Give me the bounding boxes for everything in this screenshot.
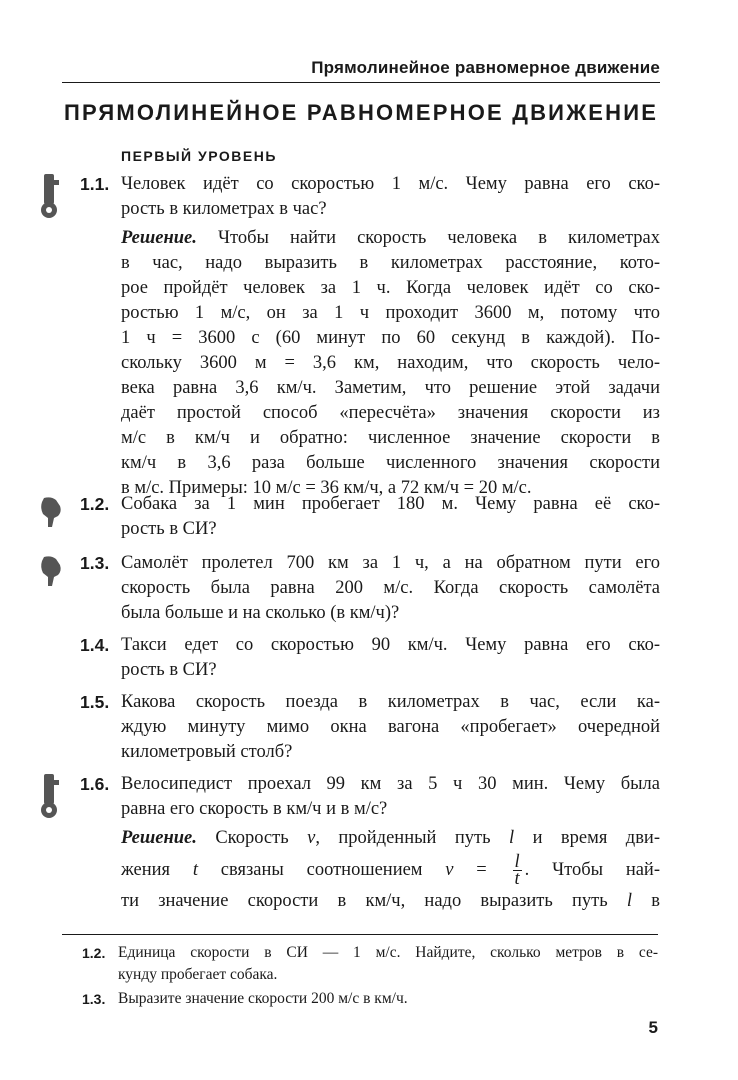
text-line: скорость была равна 200 м/с. Когда скорость самолёта xyxy=(121,578,660,598)
text-line: века равна 3,6 км/ч. Заметим, что решение этой задачи xyxy=(121,378,660,398)
level-title: ПЕРВЫЙ УРОВЕНЬ xyxy=(121,148,277,164)
footnote-text xyxy=(118,988,658,1010)
text-line: ростью 1 м/с, он за 1 ч проходит 3600 м, потому что xyxy=(121,303,660,323)
problem-number: 1.5. xyxy=(80,692,110,712)
solution-label: Решение. xyxy=(121,228,197,248)
text-run: и время дви- xyxy=(514,828,660,848)
fraction-numerator: l xyxy=(514,852,520,873)
text-line: даёт простой способ «пересчёта» значения скорости из xyxy=(121,403,660,423)
footnote-text xyxy=(118,942,658,986)
solution-text xyxy=(121,826,660,914)
text-line: Какова скорость поезда в километрах в час, если ка- xyxy=(121,692,660,712)
solution-text xyxy=(121,226,660,501)
formula-equals: = xyxy=(453,860,510,880)
text-run: ти значение скорости в км/ч, надо выразить путь xyxy=(121,891,627,911)
solution-label: Решение. xyxy=(121,828,197,848)
text-run: , пройденный путь xyxy=(315,828,509,848)
footnote-number: 1.2. xyxy=(82,945,106,961)
text-line: рое пройдёт человек за 1 ч. Когда человек идёт со ско- xyxy=(121,278,660,298)
text-line: скольку 3600 м = 3,6 км, находим, что скорость чело- xyxy=(121,353,660,373)
footnote-number: 1.3. xyxy=(82,991,106,1007)
problem-text xyxy=(121,551,660,626)
formula-v: v xyxy=(445,860,454,880)
text-line: Выразите значение скорости 200 м/с в км/ч. xyxy=(118,990,408,1007)
problem-number: 1.1. xyxy=(80,174,110,194)
section-title: ПРЯМОЛИНЕЙНОЕ РАВНОМЕРНОЕ ДВИЖЕНИЕ xyxy=(64,100,659,125)
text-line: Чтобы найти скорость человека в километрах xyxy=(196,228,660,248)
problem-text xyxy=(121,633,660,683)
fraction-denominator: t xyxy=(514,869,520,890)
pointing-hand-icon xyxy=(38,496,64,528)
text-line: Собака за 1 мин пробегает 180 м. Чему равна её ско- xyxy=(121,494,660,514)
problem-text xyxy=(121,492,660,542)
text-line: рость в СИ? xyxy=(121,660,217,680)
key-icon xyxy=(38,774,60,820)
problem-text xyxy=(121,772,660,822)
problem-number: 1.6. xyxy=(80,774,110,794)
problem-number: 1.4. xyxy=(80,635,110,655)
problem-text xyxy=(121,172,660,222)
text-run: . Чтобы най- xyxy=(524,860,660,880)
text-run: жения xyxy=(121,860,193,880)
text-line: Единица скорости в СИ — 1 м/с. Найдите, сколько метров в се- xyxy=(118,944,658,961)
text-line: 1 ч = 3600 с (60 минут по 60 секунд в каждой). По- xyxy=(121,328,660,348)
problem-number: 1.3. xyxy=(80,553,110,573)
text-line: рость в километрах в час? xyxy=(121,199,327,219)
problem-number: 1.2. xyxy=(80,494,110,514)
text-line: была больше и на сколько (в км/ч)? xyxy=(121,603,400,623)
text-line: рость в СИ? xyxy=(121,519,217,539)
var-v: v xyxy=(307,828,316,848)
text-line: ждую минуту мимо окна вагона «пробегает» очередной xyxy=(121,717,660,737)
text-line: в м/с. Примеры: 10 м/с = 36 км/ч, а 72 км/ч = 20 м/с. xyxy=(121,478,532,498)
text-line: в час, надо выразить в километрах расстояние, кото- xyxy=(121,253,660,273)
text-line: км/ч в 3,6 раза больше численного значения скорости xyxy=(121,453,660,473)
problem-text xyxy=(121,690,660,765)
var-l: l xyxy=(509,828,515,848)
text-run: связаны соотношением xyxy=(198,860,446,880)
var-l: l xyxy=(626,891,633,911)
page-number: 5 xyxy=(648,1018,658,1037)
text-line: кунду пробегает собака. xyxy=(118,966,278,983)
header-rule xyxy=(62,82,660,83)
text-line: м/с в км/ч и обратно: численное значение скорости в xyxy=(121,428,660,448)
footnote-rule xyxy=(62,934,658,935)
text-line: Велосипедист проехал 99 км за 5 ч 30 мин. Чему была xyxy=(121,774,660,794)
text-line: Человек идёт со скоростью 1 м/с. Чему равна его ско- xyxy=(121,174,660,194)
formula-fraction xyxy=(513,852,522,890)
text-line: Такси едет со скоростью 90 км/ч. Чему равна его ско- xyxy=(121,635,660,655)
text-line: Самолёт пролетел 700 км за 1 ч, а на обратном пути его xyxy=(121,553,660,573)
key-icon xyxy=(38,174,60,220)
pointing-hand-icon xyxy=(38,555,64,587)
text-run: Скорость xyxy=(196,828,308,848)
text-line: равна его скорость в км/ч и в м/с? xyxy=(121,799,388,819)
var-t: t xyxy=(192,860,198,880)
text-line: километровый столб? xyxy=(121,742,293,762)
running-head: Прямолинейное равномерное движение xyxy=(311,58,660,77)
text-run: в xyxy=(632,891,660,911)
